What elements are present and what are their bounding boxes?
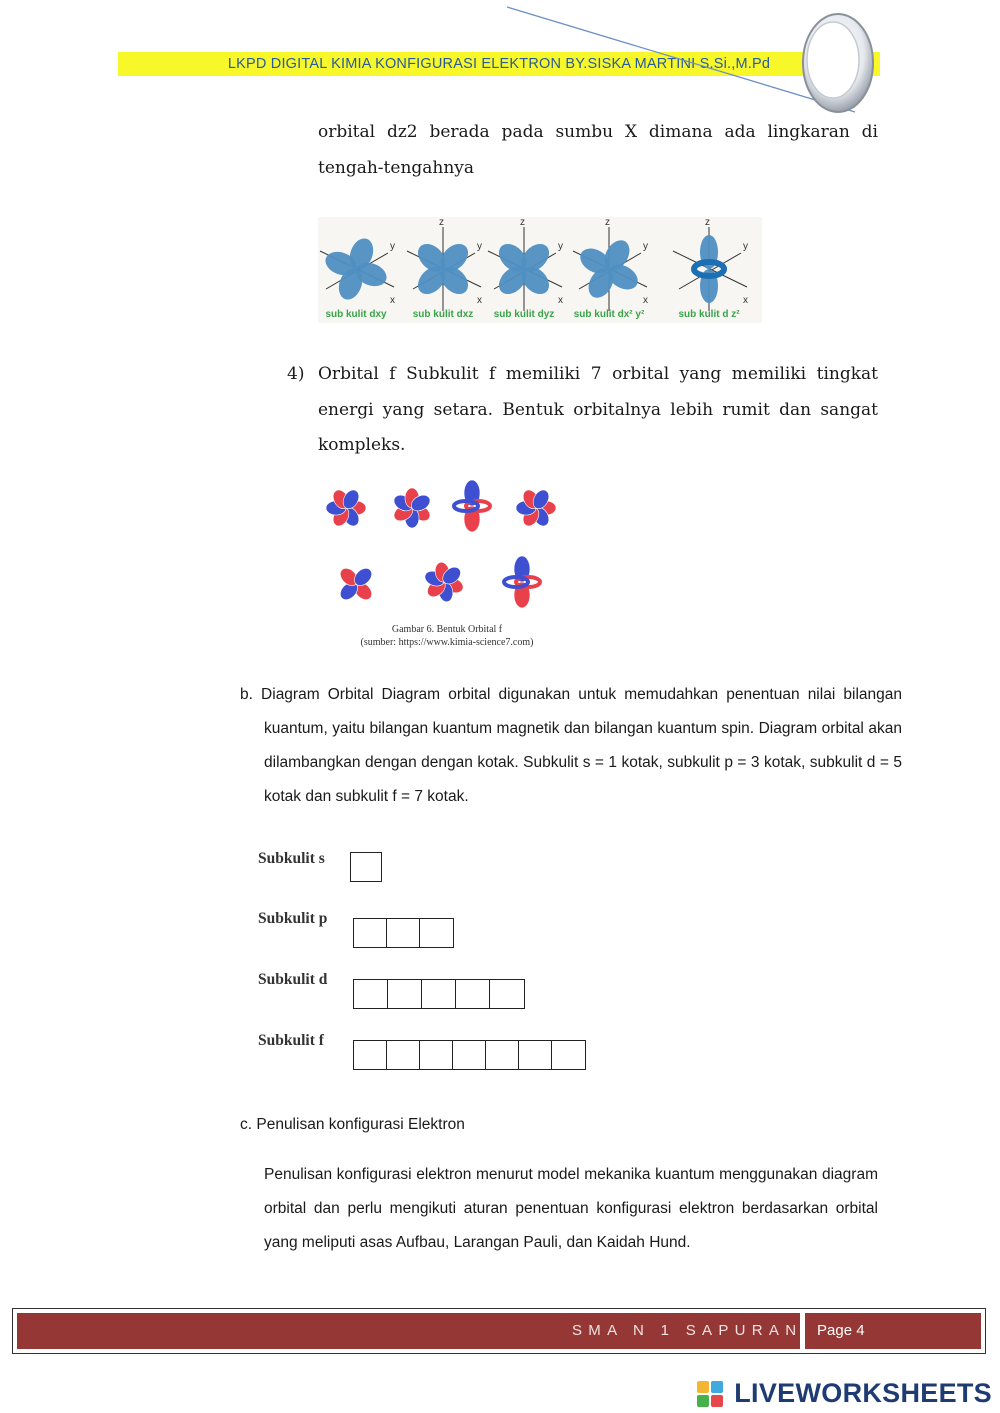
d-orbital-label: sub kulit dxy <box>325 309 387 320</box>
f-orbital-diagram <box>322 470 572 620</box>
axis-label-x: x <box>558 295 563 306</box>
orbital-box <box>453 1041 486 1069</box>
orbital-box <box>552 1041 585 1069</box>
f-figure-caption-source: (sumber: https://www.kimia-science7.com) <box>360 637 534 648</box>
item4-text: Orbital f Subkulit f memiliki 7 orbital yang memiliki tingkat energi yang setara. Bentuk orbitalnya lebih rumit dan sangat kompleks. <box>318 364 878 455</box>
f-orbital-6 <box>418 556 470 609</box>
f-orbital-3 <box>454 480 490 532</box>
orbital-box-row <box>353 979 525 1009</box>
orbital-box <box>354 919 387 947</box>
d-orbital-3 <box>488 217 563 320</box>
f-orbital-4 <box>516 487 556 529</box>
liveworksheets-logo-icon <box>697 1381 723 1407</box>
orbital-box <box>490 980 524 1008</box>
axis-label-y: y <box>643 241 648 252</box>
axis-label-y: y <box>477 241 482 252</box>
d-orbital-4 <box>573 217 648 320</box>
orbital-box <box>351 853 381 881</box>
d-orbital-label: sub kulit dyz <box>493 309 555 320</box>
axis-label-x: x <box>743 295 748 306</box>
f-orbital-1 <box>326 487 366 529</box>
subkulit-label: Subkulit d <box>258 971 328 988</box>
d-orbital-figure <box>318 217 762 323</box>
axis-label-z: z <box>605 217 610 228</box>
d-orbital-1 <box>320 235 395 320</box>
orbital-box <box>422 980 456 1008</box>
subkulit-label: Subkulit p <box>258 910 328 927</box>
d-orbital-diagram <box>318 217 762 323</box>
d-orbital-label: sub kulit dx² y² <box>573 309 645 320</box>
section-c-text: Penulisan konfigurasi elektron menurut model mekanika kuantum menggunakan diagram orbital dan perlu mengikuti aturan penentuan konfigurasi elektron berdasarkan orbital yang meliputi asas Aufbau, Larangan Pauli, dan Kaidah Hund. <box>264 1166 878 1251</box>
d-orbital-label: sub kulit dxz <box>412 309 474 320</box>
orbital-box <box>420 1041 453 1069</box>
section-c-heading: c. Penulisan konfigurasi Elektron <box>240 1116 465 1133</box>
paragraph-dz2: orbital dz2 berada pada sumbu X dimana ada lingkaran di tengah-tengahnya <box>318 122 878 178</box>
f-orbital-5 <box>328 556 385 613</box>
axis-label-y: y <box>743 241 748 252</box>
axis-label-x: x <box>643 295 648 306</box>
f-figure-caption-title: Gambar 6. Bentuk Orbital f <box>391 624 503 635</box>
d-orbital-2 <box>407 217 482 320</box>
f-orbital-2 <box>384 480 439 536</box>
f-orbital-figure <box>322 470 572 652</box>
orbital-box <box>486 1041 519 1069</box>
orbital-box <box>387 1041 420 1069</box>
d-orbital-label: sub kulit d z² <box>678 309 740 320</box>
axis-label-y: y <box>558 241 563 252</box>
axis-label-x: x <box>390 295 395 306</box>
f-orbital-7 <box>504 556 540 608</box>
subkulit-label: Subkulit f <box>258 1032 324 1049</box>
orbital-box <box>387 919 420 947</box>
section-b-paragraph <box>240 678 902 814</box>
axis-label-y: y <box>390 241 395 252</box>
orbital-box <box>456 980 490 1008</box>
d-orbital-5 <box>673 217 748 320</box>
subkulit-diagram <box>258 850 598 1070</box>
orbital-box <box>354 1041 387 1069</box>
section-b-text: b. Diagram Orbital Diagram orbital digunakan untuk memudahkan penentuan nilai bilangan kuantum, yaitu bilangan kuantum magnetik dan bilangan kuantum spin. Diagram orbital akan dilambangkan dengan dengan kotak. Subkulit s = 1 kotak, subkulit p = 3 kotak, subkulit d = 5 kotak dan subkulit f = 7 kotak. <box>240 686 902 805</box>
subkulit-label: Subkulit s <box>258 850 325 867</box>
orbital-box-row <box>350 852 382 882</box>
footer-school-name: SMA N 1 SAPURAN <box>572 1322 803 1339</box>
axis-label-z: z <box>705 217 710 228</box>
axis-label-x: x <box>477 295 482 306</box>
liveworksheets-brand: LIVEWORKSHEETS <box>734 1378 992 1408</box>
orbital-box <box>519 1041 552 1069</box>
orbital-box-row <box>353 1040 586 1070</box>
orbital-box <box>354 980 388 1008</box>
axis-label-z: z <box>439 217 444 228</box>
axis-label-z: z <box>520 217 525 228</box>
orbital-box <box>420 919 453 947</box>
footer-page-number: Page 4 <box>817 1322 865 1339</box>
header-title: LKPD DIGITAL KIMIA KONFIGURASI ELEKTRON BY.SISKA MARTINI S.Si.,M.Pd <box>227 56 771 72</box>
orbital-box <box>388 980 422 1008</box>
item4-number: 4) <box>287 364 305 384</box>
orbital-box-row <box>353 918 454 948</box>
